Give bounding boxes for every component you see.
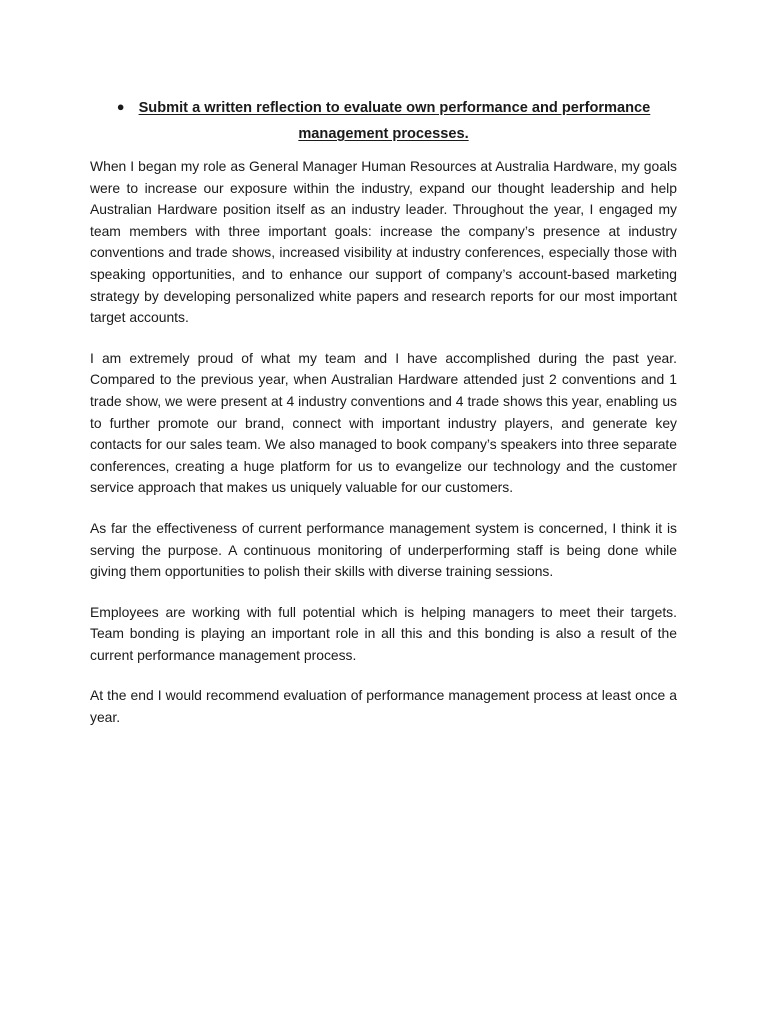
paragraph-role-goals: When I began my role as General Manager Human Resources at Australia Hardware, my goals were to increase our exposure within the industry, expand our thought leadership and help Australian Hardware position itself as an industry leader. Throughout the year, I engaged my team members with three important goals: increase the company’s presence at industry conventions and trade shows, increased visibility at industry conferences, especially those with speaking opportunities, and to enhance our support of company’s account-based marketing strategy by developing personalized white papers and research reports for our most important target accounts. xyxy=(90,158,677,326)
document-page xyxy=(90,94,677,748)
paragraph-accomplishments: I am extremely proud of what my team and I have accomplished during the past year. Compared to the previous year, when Australian Hardware attended just 2 conventions and 1 trade show, we were present at 4 industry conventions and 4 trade shows this year, enabling us to further promote our brand, connect with important industry players, and generate key contacts for our sales team. We also managed to book company’s speakers into three separate conferences, creating a huge platform for us to evangelize our technology and the customer service approach that makes us uniquely valuable for our customers. xyxy=(90,349,677,496)
bullet-icon: ● xyxy=(116,99,125,114)
paragraph-system-effectiveness: As far the effectiveness of current performance management system is concerned, I think it is serving the purpose. A continuous monitoring of underperforming staff is being done while giving them opportunities to polish their skills with diverse training sessions. xyxy=(90,519,677,580)
paragraph-employee-potential: Employees are working with full potential which is helping managers to meet their targets. Team bonding is playing an important role in all this and this bonding is also a result of the current performance management process. xyxy=(90,603,677,663)
paragraph-recommendation: At the end I would recommend evaluation of performance management process at least once a year. xyxy=(90,687,677,726)
heading-text: Submit a written reflection to evaluate own performance and performance management processes. xyxy=(138,100,651,142)
section-heading xyxy=(90,94,677,147)
